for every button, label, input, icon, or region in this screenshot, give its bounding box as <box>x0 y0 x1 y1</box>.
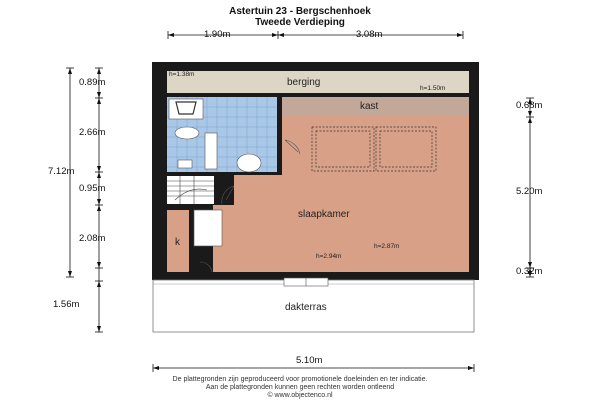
dim-left-3: 0.95m <box>79 183 106 194</box>
height-slaapkamer-left: h=2.94m <box>316 253 342 260</box>
height-berging-left: h=1.38m <box>169 71 195 78</box>
dim-top-left: 1.90m <box>204 29 231 40</box>
disclaimer-line-2: Aan de plattegronden kunnen geen rechten worden ontleend <box>205 384 395 391</box>
room-label-kast: kast <box>360 101 379 112</box>
dim-right-3: 0.32m <box>516 266 543 277</box>
dim-top-right: 3.08m <box>356 29 383 40</box>
disclaimer-line-1: De plattegronden zijn geproduceerd voor promotionele doeleinden en ter indicatie. <box>172 376 428 383</box>
toilet <box>237 154 261 172</box>
sink <box>175 127 199 139</box>
shower-wall <box>205 133 217 169</box>
room-label-k: k <box>175 237 180 248</box>
room-label-berging: berging <box>287 77 321 88</box>
height-berging-right: h=1.50m <box>420 85 446 92</box>
dim-right-2: 5.20m <box>516 186 543 197</box>
room-label-slaapkamer: slaapkamer <box>298 209 350 220</box>
cabinet <box>194 210 222 246</box>
plan-subtitle: Tweede Verdieping <box>255 17 345 28</box>
plan-title: Astertuin 23 - Bergschenhoek <box>229 6 371 17</box>
room-label-dakterras: dakterras <box>285 302 327 313</box>
dim-left-1: 0.89m <box>79 77 106 88</box>
dim-right-1: 0.68m <box>516 100 543 111</box>
height-slaapkamer-right: h=2.87m <box>374 243 400 250</box>
dim-left-4: 2.08m <box>79 233 106 244</box>
dim-left-2: 2.66m <box>79 127 106 138</box>
copyright-line: © www.objectenco.nl <box>267 392 333 399</box>
dim-left-5: 1.56m <box>53 299 80 310</box>
dim-bottom: 5.10m <box>296 355 323 366</box>
dim-left-total: 7.12m <box>48 166 75 177</box>
